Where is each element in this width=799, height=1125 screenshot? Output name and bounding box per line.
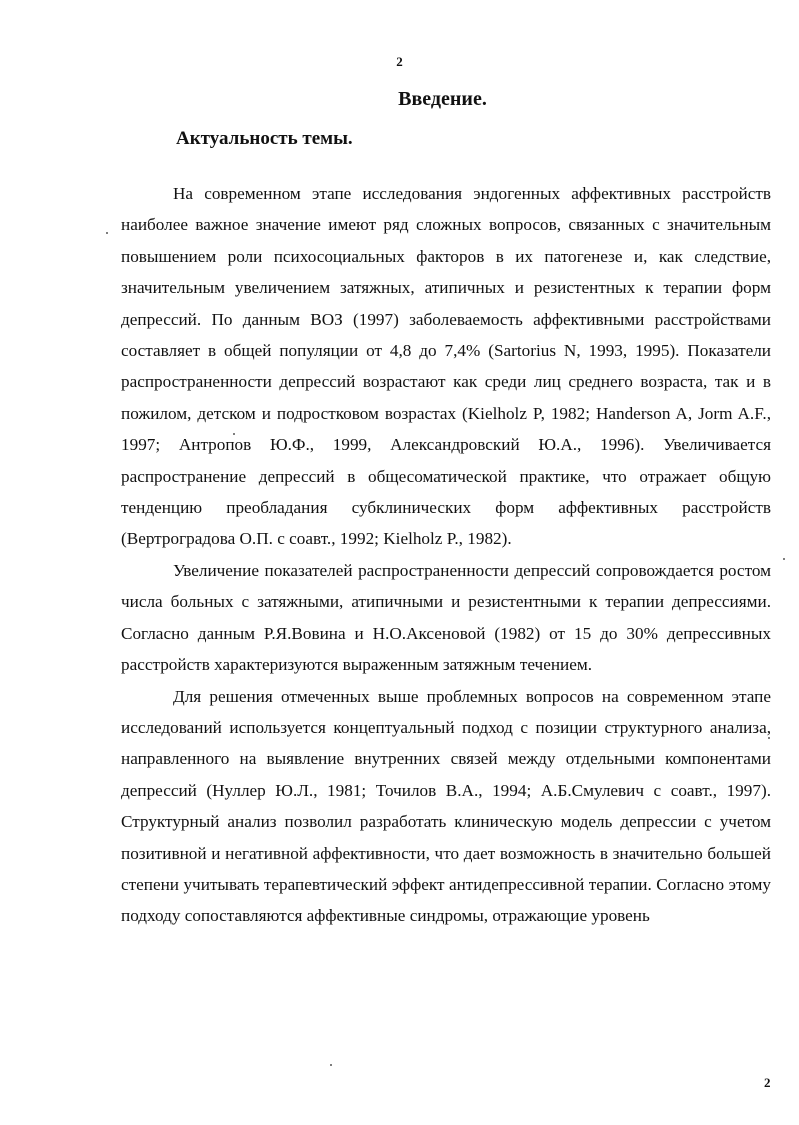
- scan-speck: [233, 433, 235, 435]
- page-number-bottom: 2: [764, 1075, 771, 1090]
- page-number-top: 2: [396, 54, 403, 69]
- scan-speck: [330, 1064, 332, 1066]
- scan-speck: [768, 737, 770, 739]
- scan-speck: [106, 232, 108, 234]
- body-text: [121, 178, 771, 932]
- page-title: Введение.: [398, 88, 487, 110]
- scan-speck: [783, 558, 785, 560]
- paragraph: На современном этапе исследования эндогенных аффективных расстройств наиболее важное значение имеют ряд сложных вопросов, связанных с значительным повышением роли психосоциальных факторов в их патогенезе и, как следствие, значительным увеличением затяжных, атипичных и резистентных к терапии форм депрессий. По данным ВОЗ (1997) заболеваемость аффективными расстройствами составляет в общей популяции от 4,8 до 7,4% (Sartorius N, 1993, 1995). Показатели распространенности депрессий возрастают как среди лиц среднего возраста, так и в пожилом, детском и подростковом возрастах (Kielholz P, 1982; Handerson A, Jorm A.F., 1997; Антропов Ю.Ф., 1999, Александровский Ю.А., 1996). Увеличивается распространение депрессий в общесоматической практике, что отражает общую тенденцию преобладания субклинических форм аффективных расстройств (Вертроградова О.П. с соавт., 1992; Kielholz P., 1982).: [121, 184, 771, 549]
- section-heading: Актуальность темы.: [176, 128, 353, 149]
- paragraph: Для решения отмеченных выше проблемных вопросов на современном этапе исследований используется концептуальный подход с позиции структурного анализа, направленного на выявление внутренних связей между отдельными компонентами депрессий (Нуллер Ю.Л., 1981; Точилов В.А., 1994; А.Б.Смулевич с соавт., 1997). Структурный анализ позволил разработать клиническую модель депрессии с учетом позитивной и негативной аффективности, что дает возможность в значительно большей степени учитывать терапевтический эффект антидепрессивной терапии. Согласно этому подходу сопоставляются аффективные синдромы, отражающие уровень: [121, 686, 771, 926]
- paragraph: Увеличение показателей распространенности депрессий сопровождается ростом числа больных с затяжными, атипичными и резистентными к терапии депрессиями. Согласно данным Р.Я.Вовина и Н.О.Аксеновой (1982) от 15 до 30% депрессивных расстройств характеризуются выраженным затяжным течением.: [121, 560, 771, 675]
